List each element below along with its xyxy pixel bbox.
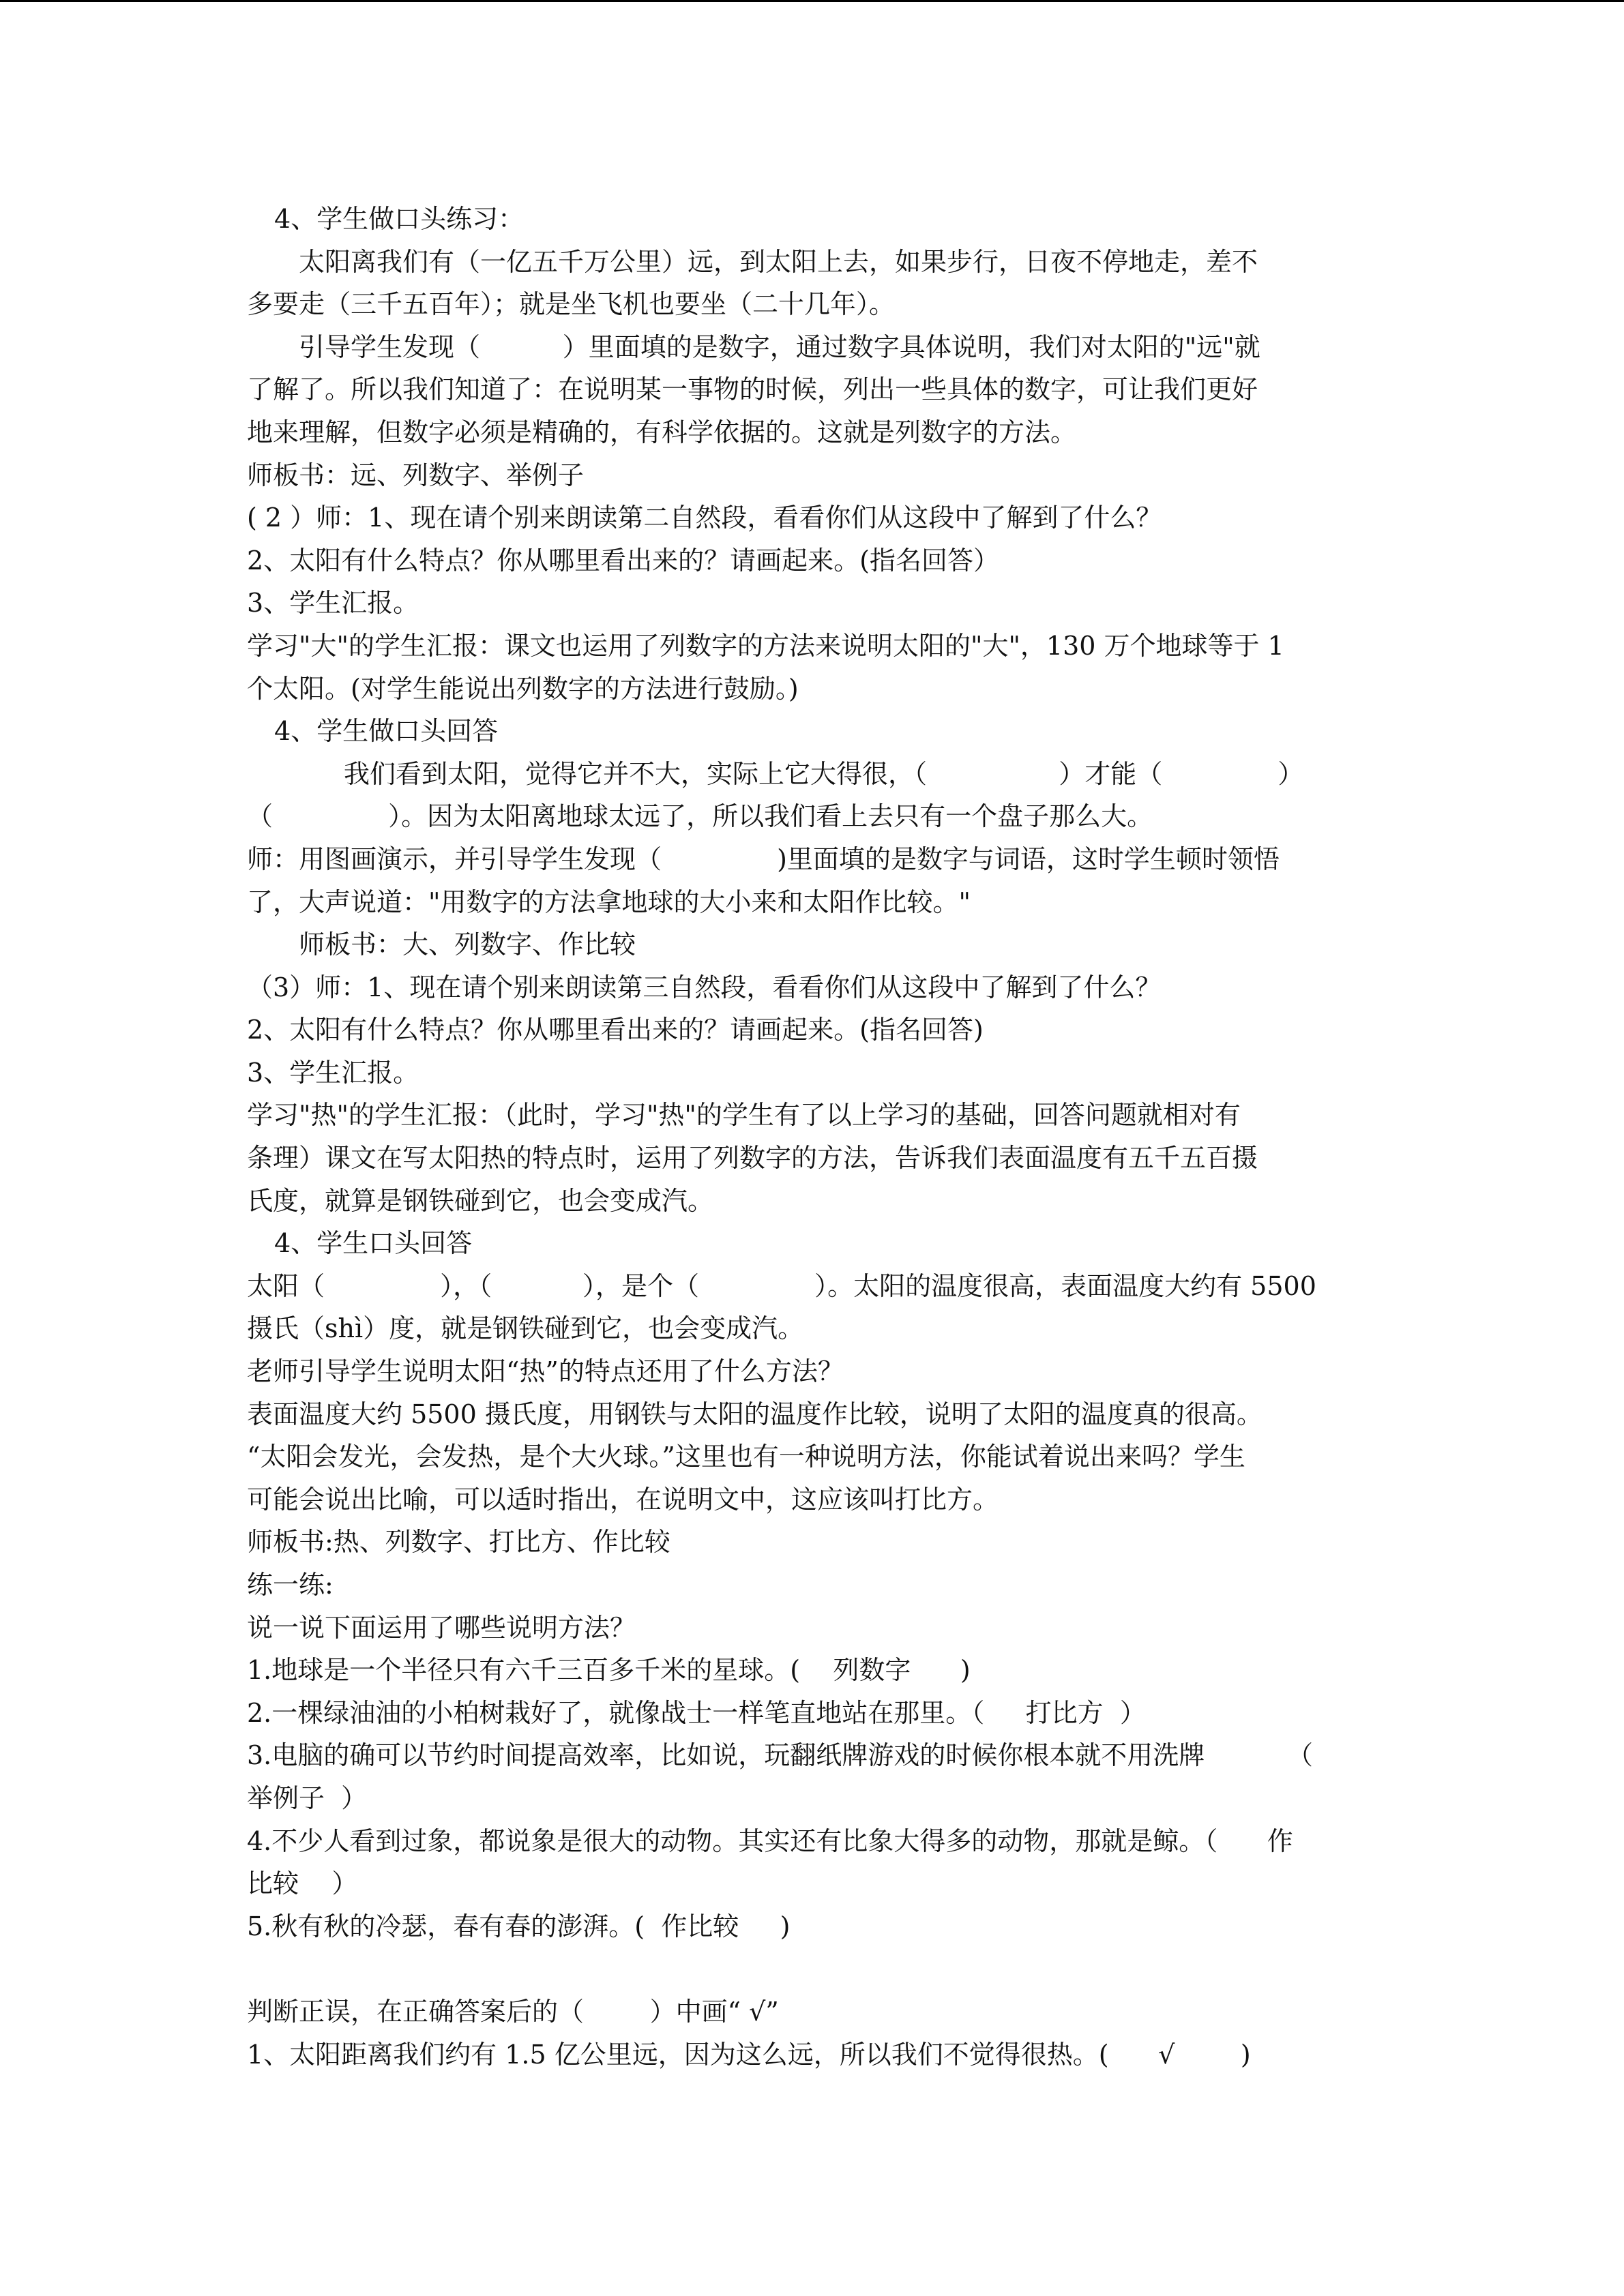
text-line: 引导学生发现（ ）里面填的是数字，通过数字具体说明，我们对太阳的"远"就 xyxy=(299,331,1260,362)
text-line: 可能会说出比喻，可以适时指出，在说明文中，这应该叫打比方。 xyxy=(247,1484,999,1515)
text-line: 学习"热"的学生汇报：（此时，学习"热"的学生有了以上学习的基础，回答问题就相对有 xyxy=(247,1100,1241,1131)
text-line: 我们看到太阳，觉得它并不大，实际上它大得很，（ ）才能（ ） xyxy=(344,758,1304,789)
text-line: 学习"大"的学生汇报：课文也运用了列数字的方法来说明太阳的"大"，130 万个地球等于 1 xyxy=(247,630,1284,661)
text-line: 了解了。所以我们知道了：在说明某一事物的时候，列出一些具体的数字，可让我们更好 xyxy=(247,374,1258,405)
blank-line xyxy=(247,1948,1379,1991)
text-line: 2、太阳有什么特点？你从哪里看出来的？请画起来。(指名回答) xyxy=(247,1015,984,1045)
document-body xyxy=(247,198,1379,2076)
text-line: 太阳（ ），（ ），是个（ ）。太阳的温度很高，表面温度大约有 5500 xyxy=(247,1270,1316,1301)
text-line: ( 2 ）师：1、现在请个别来朗读第二自然段，看看你们从这段中了解到了什么？ xyxy=(247,503,1162,533)
text-line: 4、学生做口头练习： xyxy=(274,204,525,234)
text-line: 判断正误，在正确答案后的（ ）中画“ √” xyxy=(247,1996,779,2027)
text-line: 3.电脑的确可以节约时间提高效率，比如说，玩翻纸牌游戏的时候你根本就不用洗牌 （ xyxy=(247,1740,1314,1771)
text-line: 5.秋有秋的冷瑟，春有春的澎湃。( 作比较 ) xyxy=(247,1911,791,1941)
text-line: 说一说下面运用了哪些说明方法？ xyxy=(247,1612,636,1643)
text-line: 2.一棵绿油油的小柏树栽好了，就像战士一样笔直地站在那里。（ 打比方 ） xyxy=(247,1697,1146,1728)
text-line: 2、太阳有什么特点？你从哪里看出来的？请画起来。(指名回答） xyxy=(247,545,1000,576)
text-line: 地来理解，但数字必须是精确的，有科学依据的。这就是列数字的方法。 xyxy=(247,417,1077,447)
text-line: 4.不少人看到过象，都说象是很大的动物。其实还有比象大得多的动物，那就是鲸。（ 作 xyxy=(247,1825,1293,1856)
text-line: （ ）。因为太阳离地球太远了，所以我们看上去只有一个盘子那么大。 xyxy=(247,801,1153,832)
top-border-rule xyxy=(0,0,1624,2)
text-line: 太阳离我们有（一亿五千万公里）远，到太阳上去，如果步行，日夜不停地走，差不 xyxy=(299,246,1258,277)
text-line: 条理）课文在写太阳热的特点时，运用了列数字的方法，告诉我们表面温度有五千五百摄 xyxy=(247,1143,1258,1174)
text-line: 3、学生汇报。 xyxy=(247,1057,419,1088)
text-line: 4、学生做口头回答 xyxy=(274,716,499,747)
text-line: 1.地球是一个半径只有六千三百多千米的星球。( 列数字 ) xyxy=(247,1655,971,1686)
text-line: 师：用图画演示，并引导学生发现（ )里面填的是数字与词语，这时学生顿时领悟 xyxy=(247,844,1280,874)
text-line: 老师引导学生说明太阳“热”的特点还用了什么方法？ xyxy=(247,1356,844,1387)
text-line: 师板书：大、列数字、作比较 xyxy=(299,929,636,960)
text-line: 氏度，就算是钢铁碰到它，也会变成汽。 xyxy=(247,1185,714,1216)
text-line: 师板书：远、列数字、举例子 xyxy=(247,460,585,490)
text-line: 比较 ） xyxy=(247,1868,358,1899)
text-line: 多要走（三千五百年）；就是坐飞机也要坐（二十几年）。 xyxy=(247,289,896,320)
text-line: 举例子 ） xyxy=(247,1783,368,1813)
text-line: 1、太阳距离我们约有 1.5 亿公里远，因为这么远，所以我们不觉得很热。( √ ) xyxy=(247,2039,1251,2070)
text-line: 了，大声说道："用数字的方法拿地球的大小来和太阳作比较。" xyxy=(247,886,971,917)
text-line: 表面温度大约 5500 摄氏度，用钢铁与太阳的温度作比较，说明了太阳的温度真的很高。 xyxy=(247,1399,1263,1429)
text-line: 练一练: xyxy=(247,1570,334,1600)
text-line: 摄氏（shì）度，就是钢铁碰到它，也会变成汽。 xyxy=(247,1313,804,1344)
text-line: “太阳会发光，会发热，是个大火球。”这里也有一种说明方法，你能试着说出来吗？学生 xyxy=(247,1442,1245,1472)
text-line: （3）师：1、现在请个别来朗读第三自然段，看看你们从这段中了解到了什么？ xyxy=(247,972,1162,1002)
text-line: 个太阳。(对学生能说出列数字的方法进行鼓励。) xyxy=(247,673,799,704)
text-line: 4、学生口头回答 xyxy=(274,1228,473,1259)
text-line: 师板书:热、列数字、打比方、作比较 xyxy=(247,1527,670,1557)
text-line: 3、学生汇报。 xyxy=(247,588,419,618)
